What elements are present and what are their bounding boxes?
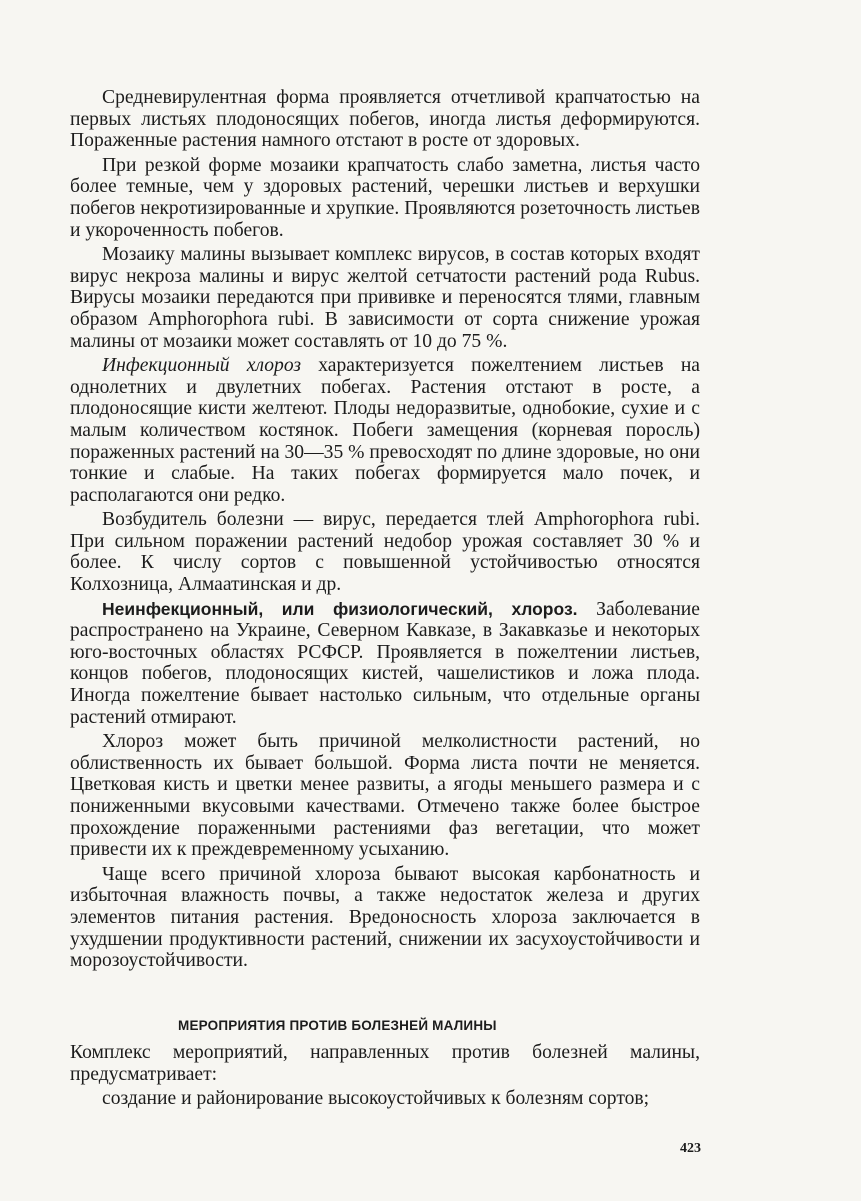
section-heading: МЕРОПРИЯТИЯ ПРОТИВ БОЛЕЗНЕЙ МАЛИНЫ bbox=[178, 1018, 497, 1033]
main-text bbox=[70, 87, 700, 975]
paragraph-4 bbox=[70, 355, 700, 506]
paragraph-1: Средневирулентная форма проявляется отчетливой крапчатостью на первых листьях плодоносящих побегов, иногда листья деформируются. Пораженные растения намного отстают в росте от здоровых. bbox=[70, 87, 700, 152]
paragraph-6 bbox=[70, 599, 700, 729]
paragraph-4-text: характеризуется пожелтением листьев на однолетних и двулетних побегах. Растения отстают в росте, а плодоносящие кисти желтеют. Плоды недоразвитые, однобокие, сухие и с малым количеством костянок. Побеги замещения (корневая поросль) пораженных растений на 30—35 % превосходят по длине здоровые, но они тонкие и слабые. На таких побегах формируется мало почек, и располагаются они редко. bbox=[70, 355, 701, 506]
section-text bbox=[70, 1042, 700, 1113]
paragraph-5: Возбудитель болезни — вирус, передается тлей Amphorophora rubi. При сильном поражении растений недобор урожая составляет 30 % и более. К числу сортов с повышенной устойчивостью относятся Колхозница, Алмаатинская и др. bbox=[70, 509, 700, 596]
paragraph-8: Чаще всего причиной хлороза бывают высокая карбонатность и избыточная влажность почвы, а также недостаток железа и других элементов питания растения. Вредоносность хлороза заключается в ухудшении продуктивности растений, снижении их засухоустойчивости и морозоустойчивости. bbox=[70, 863, 700, 972]
paragraph-6-lead: Неинфекционный, или физиологический, хлороз. bbox=[102, 598, 578, 619]
section-paragraph-1: Комплекс мероприятий, направленных против болезней малины, предусматривает: bbox=[70, 1042, 700, 1085]
paragraph-3: Мозаику малины вызывает комплекс вирусов, в состав которых входят вирус некроза малины и вирус желтой сетчатости растений рода Rubus. Вирусы мозаики передаются при прививке и переносятся тлями, главным образом Amphorophora rubi. В зависимости от сорта снижение урожая малины от мозаики может составлять от 10 до 75 %. bbox=[70, 244, 700, 352]
paragraph-7: Хлороз может быть причиной мелколистности растений, но облиственность их бывает большой. Форма листа почти не меняется. Цветковая кисть и цветки менее развиты, а ягоды меньшего размера и с пониженными вкусовыми качествами. Отмечено также более быстрое прохождение пораженными растениями фаз вегетации, что может привести их к преждевременному усыханию. bbox=[70, 731, 700, 861]
paragraph-6-text: Заболевание распространено на Украине, Северном Кавказе, в Закавказье и некоторых юго-восточных областях РСФСР. Проявляется в пожелтении листьев, концов побегов, плодоносящих кистей, чашелистиков и ложа плода. Иногда пожелтение бывает настолько сильным, что отдельные органы растений отмирают. bbox=[70, 598, 700, 728]
section-paragraph-2: создание и районирование высокоустойчивых к болезням сортов; bbox=[102, 1088, 650, 1110]
page-number: 423 bbox=[680, 1141, 701, 1156]
paragraph-2: При резкой форме мозаики крапчатость слабо заметна, листья часто более темные, чем у здоровых растений, черешки листьев и верхушки побегов некротизированные и хрупкие. Проявляются розеточность листьев и укороченность побегов. bbox=[70, 154, 700, 241]
paragraph-4-lead: Инфекционный хлороз bbox=[102, 355, 302, 377]
